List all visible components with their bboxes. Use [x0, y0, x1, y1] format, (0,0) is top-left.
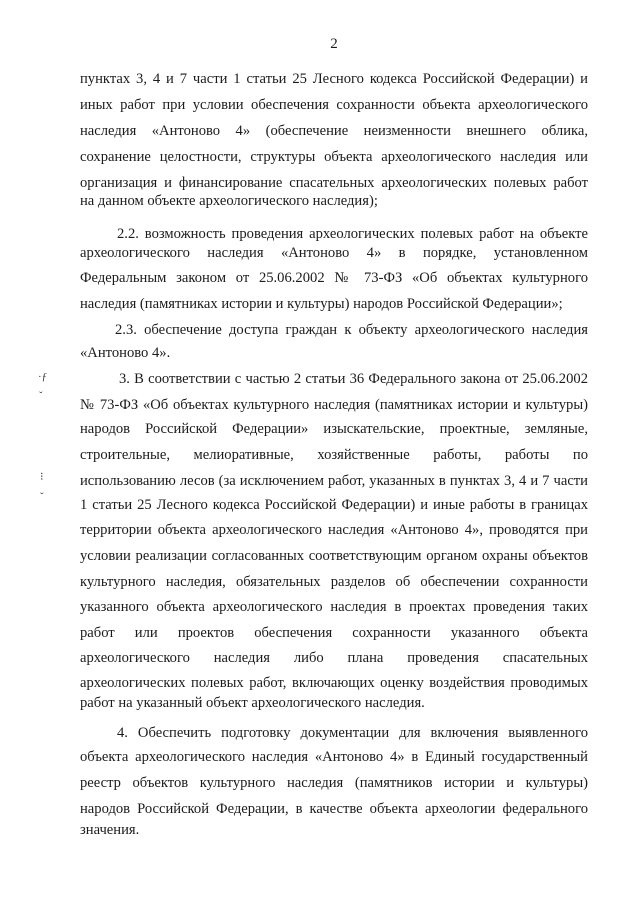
- text-line: работ или проектов обеспечения сохранности указанного объекта: [80, 625, 588, 641]
- text-line: археологических полевых работ, включающих оценку воздействия проводимых: [80, 675, 588, 691]
- text-line: пунктах 3, 4 и 7 части 1 статьи 25 Лесного кодекса Российской Федерации) и: [80, 71, 588, 87]
- text-line: условии реализации согласованных соответствующим органом охраны объектов: [80, 548, 588, 564]
- text-line: 2.2. возможность проведения археологических полевых работ на объекте: [117, 226, 588, 242]
- margin-mark: ⁝: [40, 471, 44, 483]
- text-line: сохранение целостности, структуры объекта археологического наследия или: [80, 149, 588, 165]
- text-line: культурного наследия, обязательных разделов об обеспечении сохранности: [80, 574, 588, 590]
- text-line: иных работ при условии обеспечения сохранности объекта археологического: [80, 97, 588, 113]
- text-line: народов Российской Федерации, в качестве объекта археологии федерального: [80, 801, 588, 817]
- text-line: 2.3. обеспечение доступа граждан к объекту археологического наследия: [115, 322, 588, 338]
- text-line: 4. Обеспечить подготовку документации для включения выявленного: [117, 725, 588, 741]
- text-line: наследия (памятниках истории и культуры) народов Российской Федерации»;: [80, 296, 563, 312]
- text-line: использованию лесов (за исключением работ, указанных в пунктах 3, 4 и 7 части: [80, 473, 588, 489]
- text-line: «Антоново 4».: [80, 345, 171, 361]
- text-line: значения.: [80, 822, 140, 838]
- text-line: Федеральным законом от 25.06.2002 № 73-ФЗ «Об объектах культурного: [80, 270, 588, 286]
- margin-mark: ˇ: [39, 390, 43, 402]
- text-line: 1 статьи 25 Лесного кодекса Российской Федерации) и иные работы в границах: [80, 497, 588, 513]
- text-line: археологического наследия либо плана проведения спасательных: [80, 650, 588, 666]
- text-line: организация и финансирование спасательных археологических полевых работ: [80, 175, 588, 191]
- text-line: строительные, мелиоративные, хозяйственные работы, работы по: [80, 447, 588, 463]
- text-line: указанного объекта археологического наследия в проектах проведения таких: [80, 599, 588, 615]
- page-number: 2: [330, 36, 338, 52]
- margin-mark: ˇ: [40, 491, 44, 503]
- text-line: на данном объекте археологического наследия);: [80, 193, 378, 209]
- text-line: наследия «Антоново 4» (обеспечение неизменности внешнего облика,: [80, 123, 588, 139]
- text-line: 3. В соответствии с частью 2 статьи 36 Федерального закона от 25.06.2002: [119, 371, 588, 387]
- text-line: работ на указанный объект археологического наследия.: [80, 695, 425, 711]
- text-line: объекта археологического наследия «Антоново 4» в Единый государственный: [80, 749, 588, 765]
- text-line: территории объекта археологического наследия «Антоново 4», проводятся при: [80, 522, 588, 538]
- text-line: народов Российской Федерации» изыскательские, проектные, земляные,: [80, 421, 588, 437]
- text-line: археологического наследия «Антоново 4» в порядке, установленном: [80, 245, 588, 261]
- margin-mark: ·ƒ: [38, 371, 48, 383]
- text-line: № 73-ФЗ «Об объектах культурного наследия (памятниках истории и культуры): [80, 397, 588, 413]
- text-line: реестр объектов культурного наследия (памятников истории и культуры): [80, 775, 588, 791]
